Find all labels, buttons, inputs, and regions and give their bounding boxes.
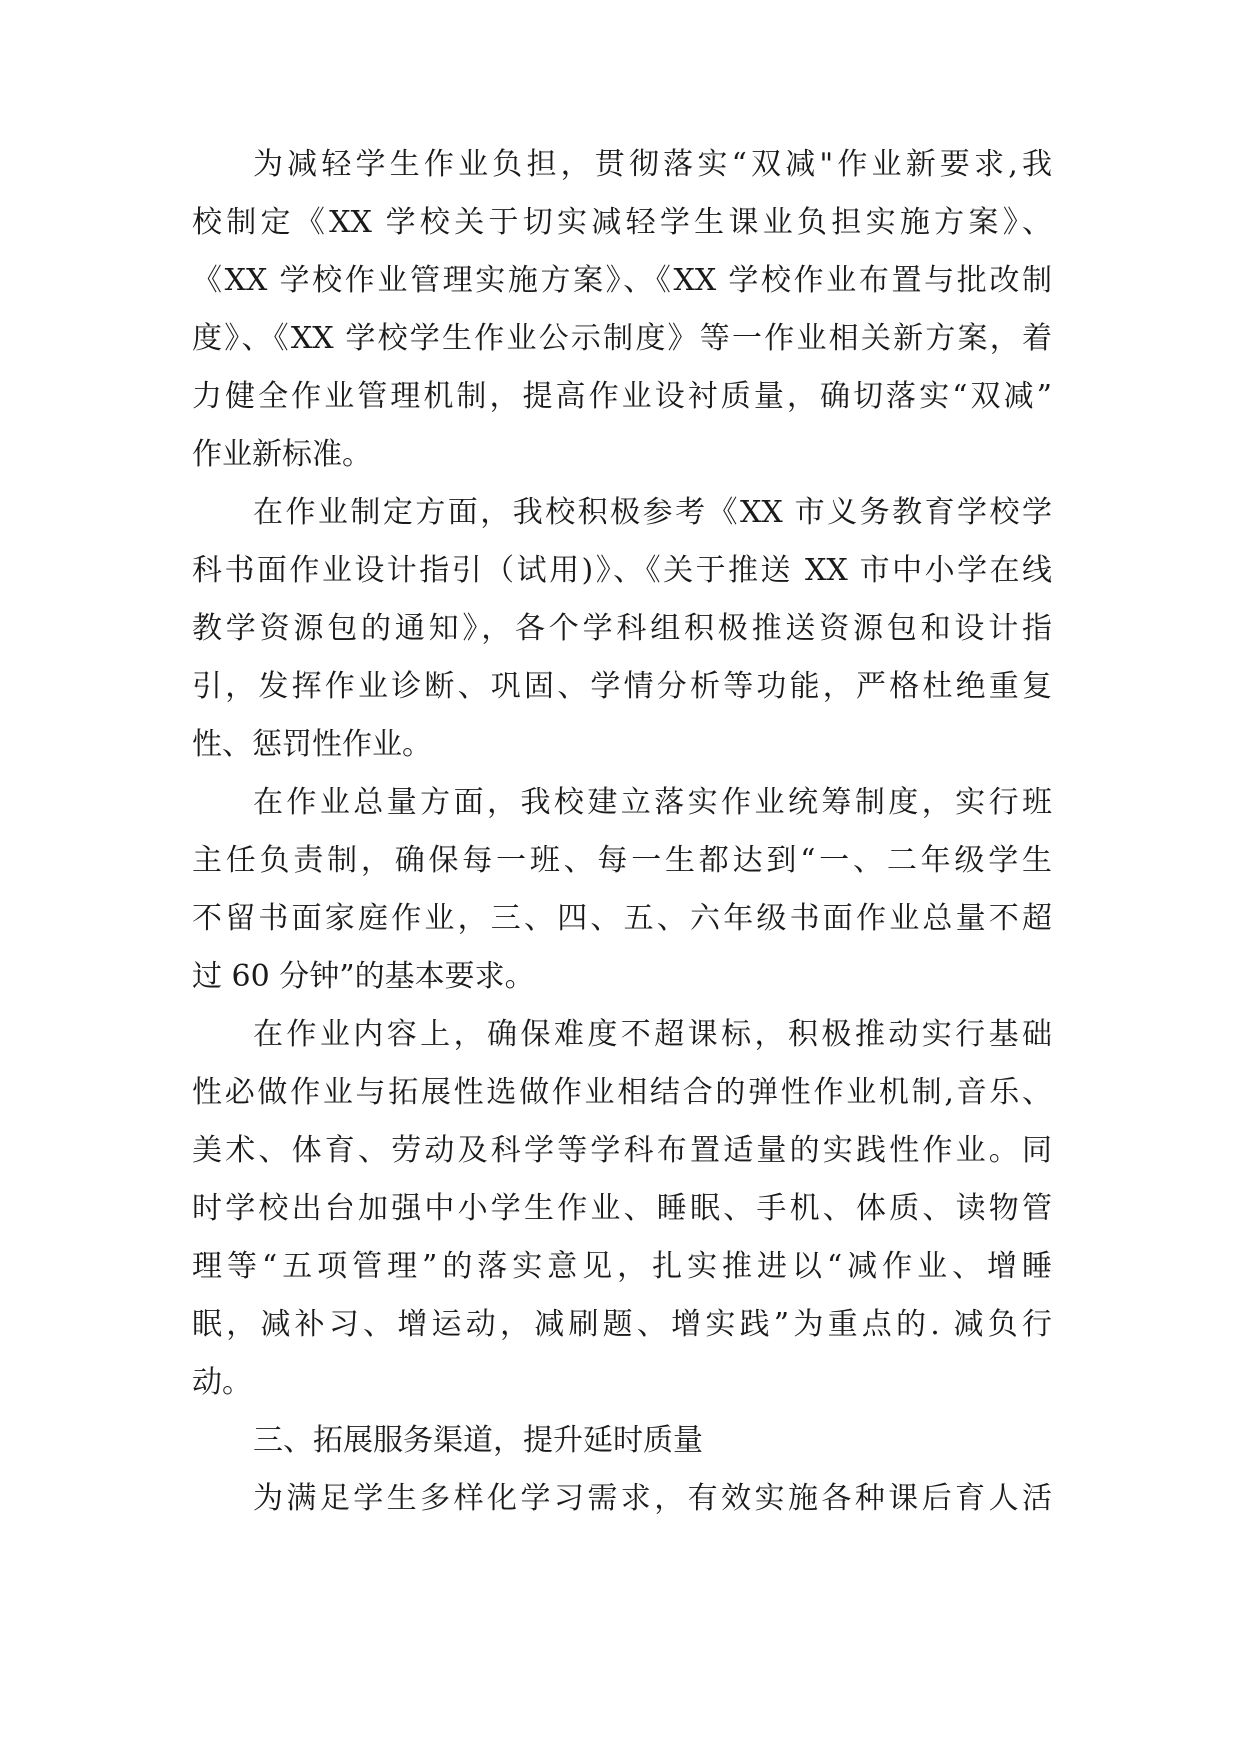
- paragraph-4-line-7: 动。: [192, 1365, 252, 1400]
- paragraph-2-line-2: 科书面作业设计指引（试用)》、《关于推送 XX 市中小学在线: [192, 553, 1052, 588]
- paragraph-3-line-2: 主任负责制，确保每一班、每一生都达到“一、二年级学生: [192, 843, 1052, 878]
- paragraph-2-line-3: 教学资源包的通知》，各个学科组积极推送资源包和设计指: [192, 611, 1052, 646]
- paragraph-1-line-6: 作业新标准。: [192, 437, 372, 472]
- paragraph-1-line-1: 为减轻学生作业负担，贯彻落实“双减"作业新要求,我: [253, 147, 1052, 182]
- paragraph-3-line-3: 不留书面家庭作业，三、四、五、六年级书面作业总量不超: [192, 901, 1052, 936]
- paragraph-1-line-2: 校制定《XX 学校关于切实减轻学生课业负担实施方案》、: [192, 205, 1052, 240]
- paragraph-2-line-5: 性、惩罚性作业。: [192, 727, 432, 762]
- paragraph-4-line-3: 美术、体育、劳动及科学等学科布置适量的实践性作业。同: [192, 1133, 1052, 1168]
- paragraph-2-line-4: 引，发挥作业诊断、巩固、学情分析等功能，严格杜绝重复: [192, 669, 1052, 704]
- paragraph-3-line-1: 在作业总量方面，我校建立落实作业统筹制度，实行班: [253, 785, 1052, 820]
- paragraph-4-line-2: 性必做作业与拓展性选做作业相结合的弹性作业机制,音乐、: [192, 1075, 1052, 1110]
- paragraph-4-line-4: 时学校出台加强中小学生作业、睡眠、手机、体质、读物管: [192, 1191, 1052, 1226]
- paragraph-4-line-5: 理等“五项管理”的落实意见，扎实推进以“减作业、增睡: [192, 1249, 1052, 1284]
- paragraph-1-line-3: 《XX 学校作业管理实施方案》、《XX 学校作业布置与批改制: [192, 263, 1052, 298]
- paragraph-1-line-5: 力健全作业管理机制，提高作业设衬质量，确切落实“双减”: [192, 379, 1052, 414]
- paragraph-4-line-6: 眠，减补习、增运动，减刷题、增实践”为重点的. 减负行: [192, 1307, 1052, 1342]
- paragraph-3-line-4: 过 60 分钟”的基本要求。: [192, 959, 535, 994]
- paragraph-2-line-1: 在作业制定方面，我校积极参考《XX 市义务教育学校学: [253, 495, 1052, 530]
- paragraph-4-line-1: 在作业内容上，确保难度不超课标，积极推动实行基础: [253, 1017, 1052, 1052]
- paragraph-1-line-4: 度》、《XX 学校学生作业公示制度》等一作业相关新方案，着: [192, 321, 1052, 356]
- section-heading: 三、拓展服务渠道，提升延时质量: [253, 1423, 703, 1458]
- paragraph-5-line-1: 为满足学生多样化学习需求，有效实施各种课后育人活: [253, 1481, 1052, 1516]
